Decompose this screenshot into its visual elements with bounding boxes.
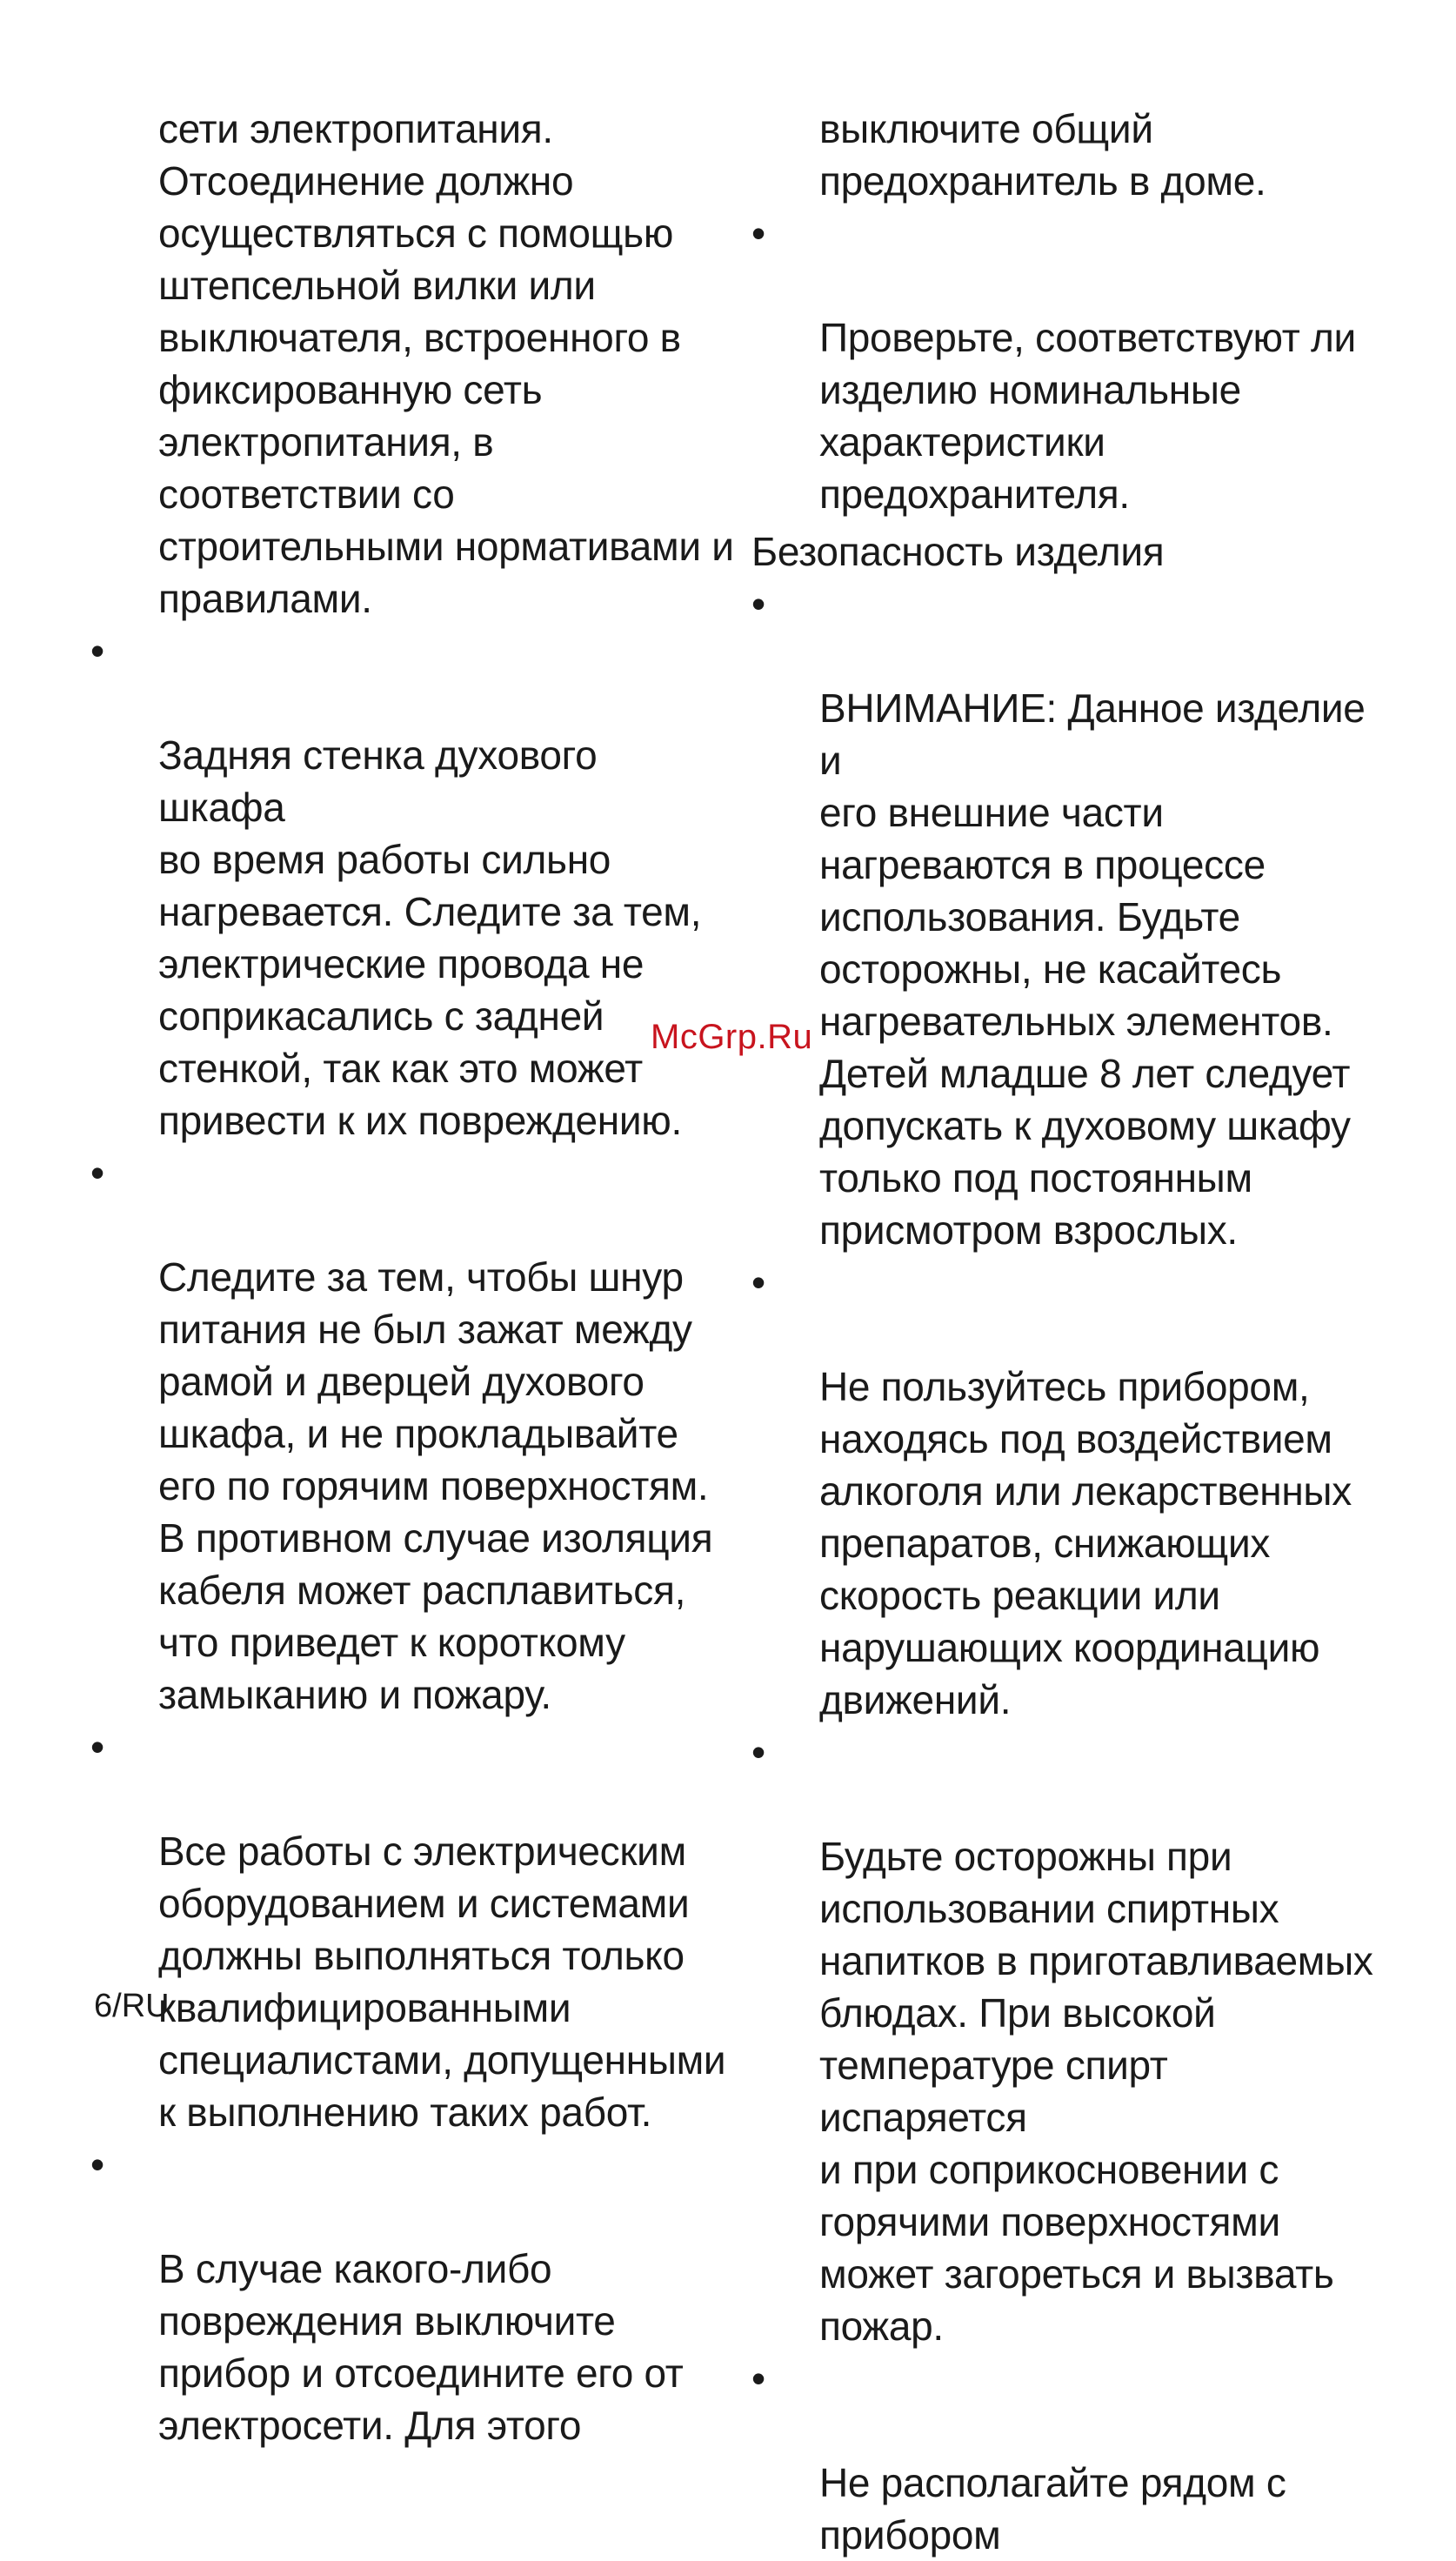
list-item — [751, 207, 1378, 520]
page-number: 6/RU — [94, 1988, 170, 2024]
list-item — [90, 625, 734, 1147]
list-item — [90, 1721, 734, 2138]
bullet-icon: • — [90, 1150, 104, 1195]
list-item-text: Не располагайте рядом с прибором — [819, 2460, 1286, 2558]
list-item — [751, 1256, 1378, 1726]
list-item — [751, 2352, 1378, 2561]
bullet-icon: • — [751, 211, 765, 256]
bullet-icon: • — [751, 1729, 765, 1775]
continuation-paragraph: выключите общий предохранитель в доме. — [819, 106, 1266, 204]
list-item — [751, 1726, 1378, 2352]
bullet-icon: • — [751, 2356, 765, 2401]
list-item — [90, 2138, 734, 2451]
bullet-icon: • — [90, 1724, 104, 1769]
bullet-icon: • — [751, 581, 765, 626]
list-item — [751, 578, 1378, 1256]
list-item-text: Все работы с электрическим оборудованием и системами должны выполняться только квалифицированными специалистами, допущенными к выполнению таких работ. — [158, 1829, 726, 2135]
watermark: McGrp.Ru — [651, 1018, 813, 1056]
list-item-text: ВНИМАНИЕ: Данное изделие и его внешние части нагреваются в процессе использования. Будьте осторожны, не касайтесь нагревательных элементов. Детей младше 8 лет следует допускать к духовому шкафу только под постоянным присмотром взрослых. — [819, 685, 1366, 1253]
left-column — [90, 103, 734, 2451]
continuation-paragraph: сети электропитания. Отсоединение должно осуществляться с помощью штепсельной вилки или выключателя, встроенного в фиксированную сеть электропитания, в соответствии со строительными нормативами и правилами. — [158, 106, 734, 621]
list-item-text: Следите за тем, чтобы шнур питания не был зажат между рамой и дверцей духового шкафа, и не прокладывайте его по горячим поверхностям. В противном случае изоляция кабеля может расплавиться, что приведет к короткому замыканию и пожару. — [158, 1254, 713, 1717]
list-item-text: Задняя стенка духового шкафа во время работы сильно нагревается. Следите за тем, электрические провода не соприкасались с задней стенкой, так как это может привести к их повреждению. — [158, 732, 702, 1143]
list-item-text: В случае какого-либо повреждения выключите прибор и отсоедините его от электросети. Для этого — [158, 2246, 684, 2448]
bullet-icon: • — [90, 628, 104, 673]
section-heading: Безопасность изделия — [751, 529, 1165, 574]
bullet-icon: • — [90, 2142, 104, 2187]
list-item-text: Не пользуйтесь прибором, находясь под воздействием алкоголя или лекарственных препаратов, снижающих скорость реакции или нарушающих координацию движений. — [819, 1364, 1352, 1722]
bullet-icon: • — [751, 1260, 765, 1305]
list-item — [90, 1147, 734, 1721]
list-item-text: Проверьте, соответствуют ли изделию номинальные характеристики предохранителя. — [819, 315, 1356, 517]
list-item-text: Будьте осторожны при использовании спиртных напитков в приготавливаемых блюдах. При высокой температуре спирт испаряется и при соприкосновении с горячими поверхностями может загореться и вызвать пожар. — [819, 1834, 1373, 2349]
right-column — [751, 103, 1378, 2561]
